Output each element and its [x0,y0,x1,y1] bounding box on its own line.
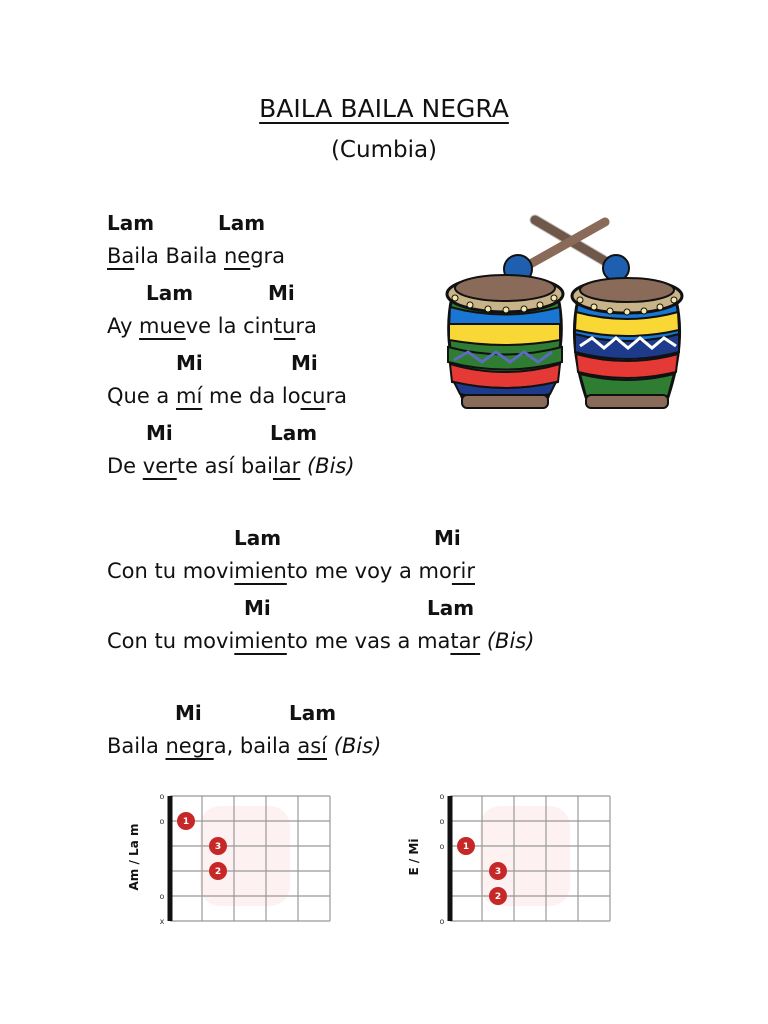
lyric-text: ra [325,384,347,408]
finger-dot [177,812,195,830]
open-string-mark: o [159,817,165,826]
lyric-line [107,559,475,583]
lyric-text: De [107,454,143,478]
lyric-line [107,734,381,758]
stressed-syllable: Ba [107,244,135,268]
svg-text:3: 3 [214,842,222,852]
chord-label: Lam [427,596,475,620]
svg-text:2: 2 [494,892,502,902]
chord-name-label: Am / La m [127,823,141,891]
lyric-text: ra [295,314,317,338]
finger-dot [457,837,475,855]
lyric-text [300,454,307,478]
stressed-syllable: rir [451,559,475,583]
stressed-syllable: tar [450,629,481,653]
right-conga-icon [572,278,682,408]
repeat-mark: (Bis) [486,629,535,653]
chord-label: Mi [434,526,461,550]
lyric-text: a, baila [213,734,298,758]
stressed-syllable: así [297,734,327,758]
chord-diagram [422,788,622,928]
chord-label: Mi [175,701,202,725]
open-string-mark: o [159,792,165,801]
stressed-syllable: mí [175,384,203,408]
finger-dot [209,837,227,855]
chord-label: Mi [176,351,203,375]
stressed-syllable: tu [273,314,296,338]
stressed-syllable: mue [139,314,186,338]
lyric-text [327,734,334,758]
lyric-line [107,629,534,653]
stressed-syllable: lar [272,454,301,478]
stressed-syllable: ver [142,454,177,478]
lyric-text: Ay [107,314,140,338]
lyric-text: Con tu movi [107,559,235,583]
stressed-syllable: cu [300,384,326,408]
repeat-mark: (Bis) [333,734,382,758]
svg-text:2: 2 [214,867,222,877]
chord-label: Lam [270,421,318,445]
chord-label: Mi [291,351,318,375]
lyric-text: to me vas a ma [286,629,451,653]
chord-label: Mi [146,421,173,445]
chord-diagram [142,788,342,928]
lyric-text [480,629,487,653]
song-genre: (Cumbia) [330,137,438,163]
lyric-text: to me voy a mo [286,559,452,583]
lyric-text: me da lo [202,384,301,408]
chord-label: Lam [146,281,194,305]
chord-label: Lam [218,211,266,235]
open-string-mark: o [439,842,445,851]
finger-dot [489,862,507,880]
chord-label: Mi [244,596,271,620]
lyric-line [107,384,347,408]
open-string-mark: o [159,892,165,901]
stressed-syllable: ne [223,244,251,268]
lyric-text: Baila [107,734,166,758]
chord-label: Lam [289,701,337,725]
lyric-line [107,244,285,268]
repeat-mark: (Bis) [306,454,355,478]
svg-text:1: 1 [182,817,190,827]
open-string-mark: o [439,792,445,801]
lyric-text: Con tu movi [107,629,235,653]
stressed-syllable: mien [234,559,287,583]
stressed-syllable: negr [165,734,214,758]
left-conga-icon [447,275,563,408]
lyric-text: te así bai [176,454,273,478]
lyric-text: ila Baila [134,244,224,268]
chord-name-label: E / Mi [407,838,421,876]
lyric-line [107,314,317,338]
chord-label: Lam [107,211,155,235]
chord-label: Mi [268,281,295,305]
finger-dot [489,887,507,905]
lyric-text: ve la cin [185,314,274,338]
song-title: BAILA BAILA NEGRA [259,94,509,123]
lyric-line [107,454,355,478]
open-string-mark: o [439,817,445,826]
lyric-text: Que a [107,384,176,408]
drumsticks-icon [504,220,629,283]
open-string-mark: o [439,917,445,926]
finger-dot [209,862,227,880]
svg-text:3: 3 [494,867,502,877]
svg-text:1: 1 [462,842,470,852]
open-string-mark: x [159,917,165,926]
lyric-text: gra [250,244,286,268]
conga-drums-illustration [440,212,696,416]
stressed-syllable: mien [234,629,287,653]
chord-label: Lam [234,526,282,550]
